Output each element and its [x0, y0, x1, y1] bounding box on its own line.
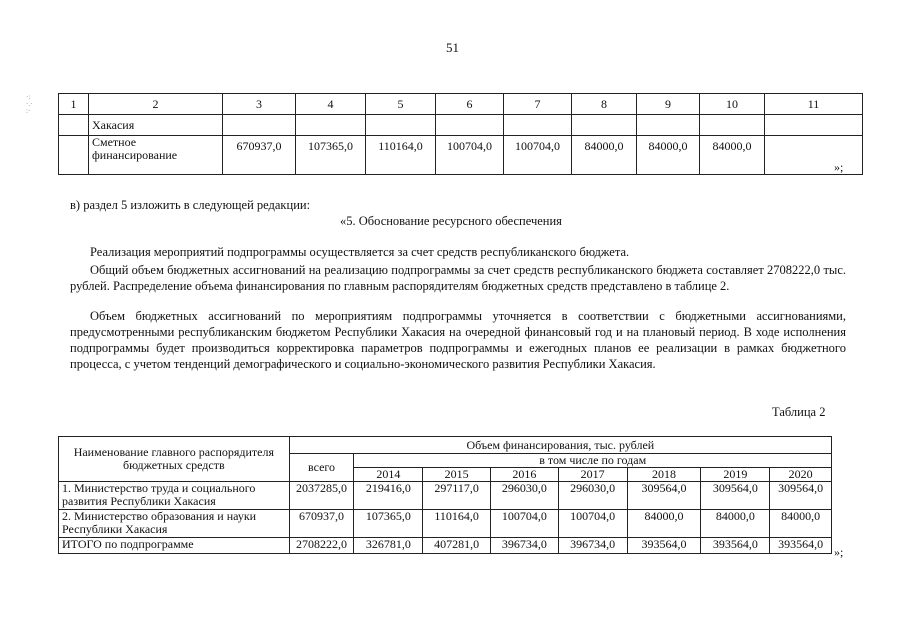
table-row	[59, 482, 832, 510]
total-cell: 670937,0	[289, 510, 354, 538]
closing-quote: »;	[834, 545, 844, 559]
header-cell: 3	[223, 94, 296, 115]
ministry-name: 2. Министерство образования и науки Республики Хакасия	[59, 510, 290, 538]
header-cell: 8	[572, 94, 637, 115]
value-cell: 100704,0	[491, 510, 559, 538]
value-cell: 100704,0	[558, 510, 627, 538]
table-header-row	[59, 94, 863, 115]
value-cell: 393564,0	[701, 538, 770, 554]
funding-table	[58, 436, 832, 554]
table-header-row	[59, 437, 832, 454]
paragraph: Реализация мероприятий подпрограммы осуществляется за счет средств республиканского бюджета.	[90, 245, 630, 259]
value-cell: 407281,0	[423, 538, 491, 554]
value-cell: 100704,0	[436, 136, 504, 175]
header-cell: 7	[504, 94, 572, 115]
table-row	[59, 510, 832, 538]
header-cell: 9	[637, 94, 700, 115]
margin-scan-mark: ·: ·.· :·	[26, 93, 33, 115]
total-label: ИТОГО по подпрограмме	[59, 538, 290, 554]
value-cell: 84000,0	[627, 510, 701, 538]
table-row	[59, 115, 863, 136]
value-cell: 84000,0	[572, 136, 637, 175]
header-cell: 6	[436, 94, 504, 115]
total-cell: 2037285,0	[289, 482, 354, 510]
value-cell: 84000,0	[700, 136, 765, 175]
column-header: Наименование главного распорядителя бюджетных средств	[59, 437, 290, 482]
value-cell: 309564,0	[770, 482, 832, 510]
paragraph: Объем бюджетных ассигнований по мероприятиям подпрограммы уточняется в соответствии с бюджетными ассигнованиями, предусмотренными республиканским бюджетом Республики Хакасия на очередной финансовый год и на плановый период. В ходе исполнения подпрограммы будет производиться корректировка параметров подпрограммы и ежегодных планов ее реализации в рамках бюджетного процесса, с учетом тенденций демографического и социально-экономического развития Республики Хакасия.	[70, 309, 846, 371]
column-header: в том числе по годам	[354, 454, 832, 468]
value-cell: 396734,0	[558, 538, 627, 554]
header-cell: 1	[59, 94, 89, 115]
value-cell: 84000,0	[701, 510, 770, 538]
value-cell: 84000,0	[637, 136, 700, 175]
value-cell: 309564,0	[627, 482, 701, 510]
value-cell: 84000,0	[770, 510, 832, 538]
value-cell: 396734,0	[491, 538, 559, 554]
value-cell: 297117,0	[423, 482, 491, 510]
value-cell: 110164,0	[423, 510, 491, 538]
year-header: 2018	[627, 468, 701, 482]
total-cell: 2708222,0	[289, 538, 354, 554]
value-cell: 670937,0	[223, 136, 296, 175]
row-label: Сметное финансирование	[89, 136, 223, 175]
table-caption: Таблица 2	[772, 405, 826, 419]
header-cell: 5	[366, 94, 436, 115]
closing-quote: »;	[834, 160, 844, 174]
year-header: 2015	[423, 468, 491, 482]
header-cell: 2	[89, 94, 223, 115]
value-cell: 393564,0	[627, 538, 701, 554]
value-cell: 326781,0	[354, 538, 423, 554]
value-cell: 107365,0	[296, 136, 366, 175]
year-header: 2016	[491, 468, 559, 482]
header-cell: 11	[765, 94, 863, 115]
section-intro: в) раздел 5 изложить в следующей редакции:	[70, 198, 311, 212]
value-cell: 100704,0	[504, 136, 572, 175]
continued-table	[58, 93, 863, 175]
paragraph: Общий объем бюджетных ассигнований на реализацию подпрограммы за счет средств республиканского бюджета составляет 2708222,0 тыс. рублей. Распределение объема финансирования по главным распорядителям бюджетных средств представлено в таблице 2.	[70, 263, 846, 293]
value-cell: 296030,0	[558, 482, 627, 510]
header-cell: 4	[296, 94, 366, 115]
value-cell: 107365,0	[354, 510, 423, 538]
value-cell: 219416,0	[354, 482, 423, 510]
value-cell: 110164,0	[366, 136, 436, 175]
column-header: Объем финансирования, тыс. рублей	[289, 437, 831, 454]
ministry-name: 1. Министерство труда и социального развития Республики Хакасия	[59, 482, 290, 510]
year-header: 2017	[558, 468, 627, 482]
year-header: 2020	[770, 468, 832, 482]
column-header: всего	[289, 454, 354, 482]
value-cell: 296030,0	[491, 482, 559, 510]
page-number: 51	[446, 40, 459, 55]
year-header: 2014	[354, 468, 423, 482]
header-cell: 10	[700, 94, 765, 115]
year-header: 2019	[701, 468, 770, 482]
value-cell	[765, 136, 863, 175]
region-label: Хакасия	[89, 115, 223, 136]
table-total-row	[59, 538, 832, 554]
section-title: «5. Обоснование ресурсного обеспечения	[340, 214, 562, 228]
value-cell: 393564,0	[770, 538, 832, 554]
value-cell: 309564,0	[701, 482, 770, 510]
table-row	[59, 136, 863, 175]
